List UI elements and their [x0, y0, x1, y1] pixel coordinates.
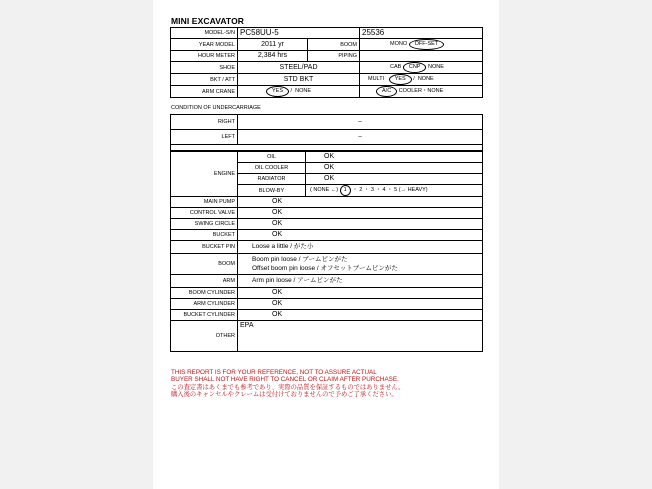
boom-value-line2: Offset boom pin loose / オフセットブームピンがた	[252, 265, 398, 272]
bucket-pin-value: Loose a little / がた小	[238, 241, 483, 254]
hour-label: HOUR METER	[171, 51, 238, 62]
bucket-label: BUCKET	[171, 230, 238, 241]
multi-sep: /	[413, 76, 415, 82]
boom-row	[171, 254, 483, 275]
cab-none: NONE	[428, 64, 444, 70]
cab-label: CAB	[390, 64, 402, 70]
main-pump-label: MAIN PUMP	[171, 197, 238, 208]
other-value: EPA	[238, 321, 483, 352]
serial-value: 25536	[360, 28, 483, 39]
boom-cylinder-label: BOOM CYLINDER	[171, 288, 238, 299]
multi-none: NONE	[417, 76, 434, 82]
disclaimer	[171, 369, 404, 399]
disclaimer-line2: BUYER SHALL NOT HAVE RIGHT TO CANCEL OR CLAIM AFTER PURCHASE.	[171, 376, 399, 384]
swing-circle-row	[171, 219, 483, 230]
engine-oil-row	[171, 152, 483, 163]
hour-value: 2,384 hrs	[238, 51, 308, 62]
undercarriage-table	[170, 114, 483, 151]
swing-circle-value: OK	[238, 219, 483, 230]
oil-value: OK	[306, 152, 483, 163]
radiator-value: OK	[306, 174, 483, 185]
arm-cylinder-label: ARM CYLINDER	[171, 299, 238, 310]
oil-label: OIL	[238, 152, 306, 163]
crane-value	[238, 86, 360, 98]
main-pump-row	[171, 197, 483, 208]
hour-row	[171, 51, 483, 62]
engine-label: ENGINE	[171, 152, 238, 197]
multi-value	[360, 74, 483, 86]
boom-value	[238, 254, 483, 275]
undercarriage-right-label: RIGHT	[171, 115, 238, 130]
control-valve-label: CONTROL VALVE	[171, 208, 238, 219]
shoe-label: SHOE	[171, 62, 238, 74]
bucket-pin-label: BUCKET PIN	[171, 241, 238, 254]
piping-value	[360, 51, 483, 62]
control-valve-row	[171, 208, 483, 219]
oilcooler-value: OK	[306, 163, 483, 174]
document-title: MINI EXCAVATOR	[171, 16, 245, 26]
disclaimer-line3: この査定書はあくまでも参考であり、実際の品質を保証するものではありません。	[171, 383, 405, 391]
year-label: YEAR MODEL	[171, 39, 238, 51]
spec-table	[170, 27, 483, 98]
disclaimer-line4: 購入後のキャンセルやクレームは受付けておりませんので予めご了承ください。	[171, 391, 398, 399]
bucket-cylinder-label: BUCKET CYLINDER	[171, 310, 238, 321]
shoe-row	[171, 62, 483, 74]
boom-label: BOOM	[171, 254, 238, 275]
boom-spec-value	[360, 39, 483, 51]
model-label: MODEL-S/N	[171, 28, 238, 39]
multi-yes-selected: YES	[389, 74, 412, 85]
shoe-value: STEEL/PAD	[238, 62, 360, 74]
cooler-text: COOLER・NONE	[398, 88, 444, 94]
bkt-value: STD BKT	[238, 74, 360, 86]
crane-sep: /	[290, 88, 293, 94]
arm-row	[171, 275, 483, 288]
radiator-label: RADIATOR	[238, 174, 306, 185]
other-row	[171, 321, 483, 352]
bucket-value: OK	[238, 230, 483, 241]
inspection-table	[170, 151, 483, 352]
arm-label: ARM	[171, 275, 238, 288]
other-label: OTHER	[171, 321, 238, 352]
bucket-cylinder-row	[171, 310, 483, 321]
undercarriage-spacer-row	[171, 145, 483, 151]
inspection-sheet	[153, 0, 499, 489]
crane-none: NONE	[295, 88, 312, 94]
blowby-none: ( NONE ←)	[310, 187, 339, 193]
blowby-label: BLOW-BY	[238, 185, 306, 197]
boom-offset-selected: OFF-SET	[409, 39, 445, 50]
arm-cylinder-value: OK	[238, 299, 483, 310]
model-row	[171, 28, 483, 39]
model-value: PC58UU-5	[238, 28, 360, 39]
undercarriage-left-row	[171, 130, 483, 145]
undercarriage-left-label: LEFT	[171, 130, 238, 145]
oilcooler-label: OIL COOLER	[238, 163, 306, 174]
crane-label: ARM CRANE	[171, 86, 238, 98]
bucket-row	[171, 230, 483, 241]
bucket-pin-row	[171, 241, 483, 254]
undercarriage-heading: CONDITION OF UNDERCARRIAGE	[171, 105, 261, 111]
boom-cylinder-value: OK	[238, 288, 483, 299]
blowby-selected: 1	[340, 185, 351, 196]
crane-yes-selected: YES	[266, 86, 289, 97]
piping-label: PIPING	[308, 51, 360, 62]
boom-spec-label: BOOM	[308, 39, 360, 51]
main-pump-value: OK	[238, 197, 483, 208]
blowby-rest: ・ 2 ・ 3 ・ 4 ・ 5 (→ HEAVY)	[352, 187, 428, 193]
boom-value-line1: Boom pin loose / ブームピンがた	[252, 256, 348, 263]
undercarriage-right-row	[171, 115, 483, 130]
undercarriage-left-value: –	[238, 130, 483, 145]
cab-value	[360, 62, 483, 74]
undercarriage-spacer	[171, 145, 483, 151]
undercarriage-right-value: –	[238, 115, 483, 130]
swing-circle-label: SWING CIRCLE	[171, 219, 238, 230]
arm-cylinder-row	[171, 299, 483, 310]
bkt-row	[171, 74, 483, 86]
cab-selected: CNP	[403, 62, 427, 73]
ac-value	[360, 86, 483, 98]
year-value: 2011 yr	[238, 39, 308, 51]
year-row	[171, 39, 483, 51]
arm-value: Arm pin loose / アームピンがた	[238, 275, 483, 288]
control-valve-value: OK	[238, 208, 483, 219]
multi-label: MULTI	[368, 76, 385, 82]
blowby-value	[306, 185, 483, 197]
boom-cylinder-row	[171, 288, 483, 299]
disclaimer-line1: THIS REPORT IS FOR YOUR REFERENCE, NOT TO ASSURE ACTUAL	[171, 369, 377, 376]
bkt-label: BKT / ATT	[171, 74, 238, 86]
bucket-cylinder-value: OK	[238, 310, 483, 321]
ac-selected: A/C	[376, 86, 397, 97]
boom-mono: MONO	[390, 41, 408, 47]
crane-row	[171, 86, 483, 98]
